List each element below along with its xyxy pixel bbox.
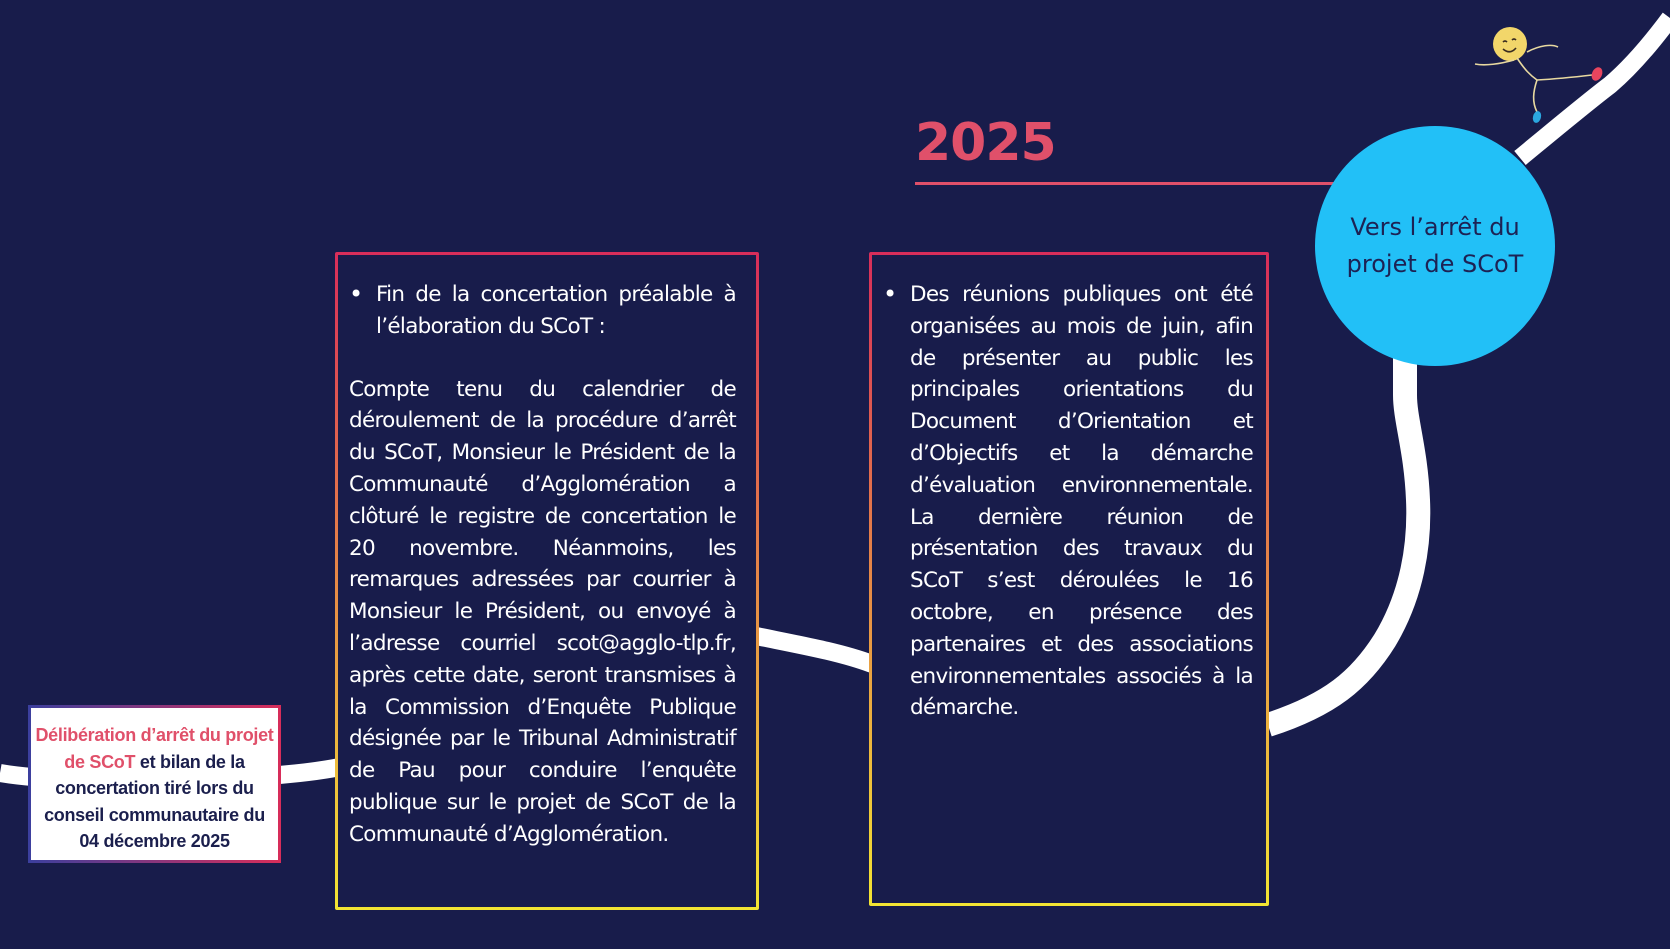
year-title: 2025 (915, 113, 1056, 173)
milestone-label: Vers l’arrêt du projet de SCoT (1346, 213, 1524, 278)
year-underline (915, 182, 1335, 185)
card-bullet-text: Des réunions publiques ont été organisées au mois de juin, afin de présenter au public les principales orientations du Document d’Orientation et d’Objectifs et la démarche d’évaluation environnementale. La dernière réunion de présentation des travaux du SCoT s’est déroulées le 16 octobre, en présence des partenaires et des associations environnementales associés à la démarche. (910, 282, 1253, 721)
road-segment-middle (756, 636, 872, 664)
card-bullet-item (883, 279, 1253, 724)
public-meetings-card (869, 252, 1269, 906)
decision-highlight: Délibération d’arrêt du projet de SCoT (35, 725, 274, 772)
bullet-dot-icon: • (883, 280, 897, 308)
card-bullet-text: Fin de la concertation préalable à l’élaboration du SCoT : (376, 282, 736, 339)
road-segment-right (1268, 355, 1418, 725)
concertation-end-card (335, 252, 759, 910)
bullet-dot-icon: • (349, 280, 363, 308)
card-paragraph: Compte tenu du calendrier de déroulement de la procédure d’arrêt du SCoT, Monsieur le Président de la Communauté d’Agglomération a clôturé le registre de concertation le 20 novembre. Néanmoins, les remarques adressées par courrier à Monsieur le Président, ou envoyé à l’adresse courriel scot@agglo-tlp.fr, après cette date, seront transmises à la Commission d’Enquête Publique désignée par le Tribunal Administratif de Pau pour conduire l’enquête publique sur le projet de SCoT de la Communauté d’Agglomération. (349, 376, 736, 847)
road-segment-top (1520, 18, 1670, 158)
card-bullet-item (349, 279, 736, 343)
decision-text: et bilan de la concertation tiré lors du conseil communautaire du 04 décembre 2025 (44, 751, 265, 851)
decision-box (28, 705, 281, 863)
milestone-circle (1315, 126, 1555, 366)
